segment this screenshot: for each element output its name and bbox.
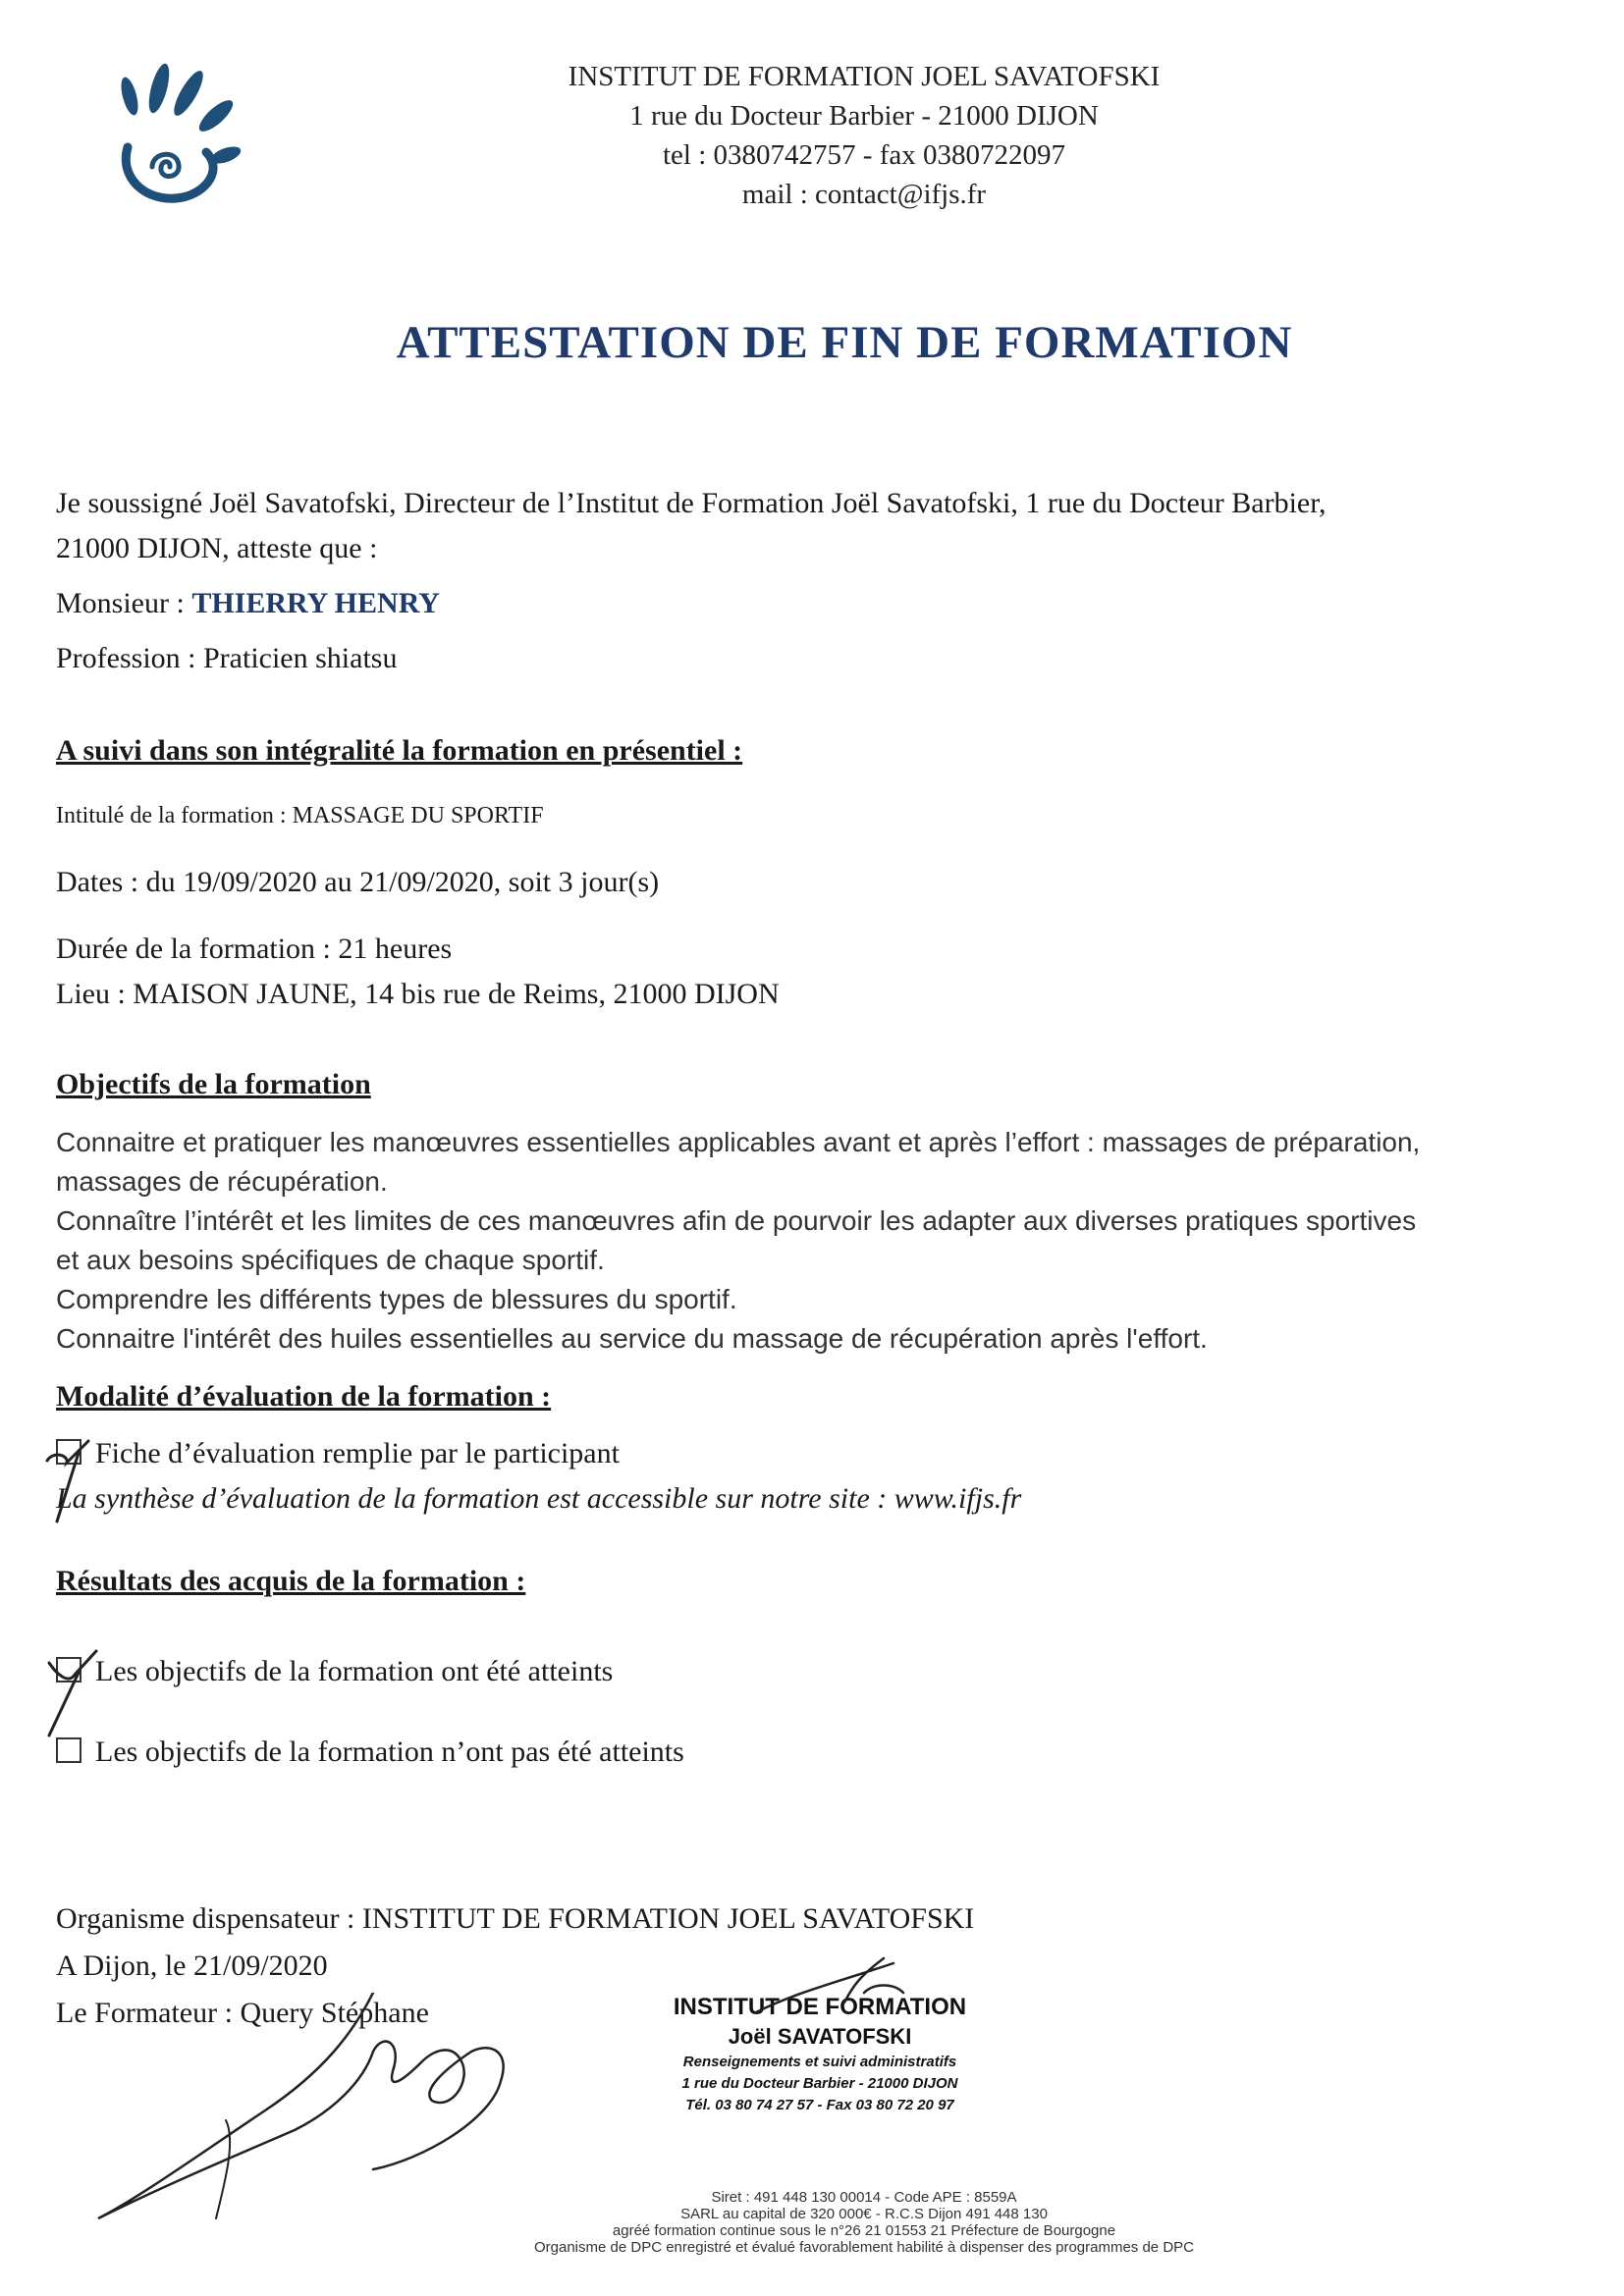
institute-header <box>412 57 1316 214</box>
footer-line: agréé formation continue sous le n°26 21 01553 21 Préfecture de Bourgogne <box>612 2222 1116 2239</box>
training-heading: A suivi dans son intégralité la formation en présentiel : <box>56 734 743 767</box>
stamp-line: Tél. 03 80 74 27 57 - Fax 03 80 72 20 97 <box>685 2097 954 2113</box>
intro-line: 21000 DIJON, atteste que : <box>56 532 378 564</box>
person-profession: Profession : Praticien shiatsu <box>56 642 398 674</box>
result-option-not-achieved <box>56 1735 684 1769</box>
handwritten-check-mark-icon <box>35 1645 114 1743</box>
trainer-line: Le Formateur : Query Stéphane <box>56 1997 429 2029</box>
footer-line: Siret : 491 448 130 00014 - Code APE : 8559A <box>711 2189 1017 2206</box>
intro-line: Je soussigné Joël Savatofski, Directeur de l’Institut de Formation Joël Savatofski, 1 rue du Docteur Barbier, <box>56 487 1326 519</box>
result-option-label: Les objectifs de la formation n’ont pas été atteints <box>95 1735 684 1768</box>
hand-spiral-logo-icon <box>98 59 255 216</box>
result-option-achieved <box>56 1655 613 1688</box>
evaluation-note: La synthèse d’évaluation de la formation est accessible sur notre site : www.ifjs.fr <box>56 1482 1022 1515</box>
handwritten-check-mark-icon <box>39 1433 108 1531</box>
objective-line: Connaître l’intérêt et les limites de ces manœuvres afin de pourvoir les adapter aux diverses pratiques sportives <box>56 1205 1417 1236</box>
objective-line: et aux besoins spécifiques de chaque sportif. <box>56 1245 605 1275</box>
evaluation-heading: Modalité d’évaluation de la formation : <box>56 1380 552 1413</box>
objective-line: Connaitre et pratiquer les manœuvres essentielles applicables avant et après l’effort : massages de préparation, <box>56 1127 1421 1157</box>
results-heading: Résultats des acquis de la formation : <box>56 1565 526 1597</box>
stamp-line: 1 rue du Docteur Barbier - 21000 DIJON <box>681 2075 958 2092</box>
person-name: THIERRY HENRY <box>191 587 440 619</box>
stamp-line: Renseignements et suivi administratifs <box>682 2054 957 2070</box>
person-label: Monsieur : <box>56 587 192 619</box>
stamp-line: INSTITUT DE FORMATION <box>673 1994 967 2020</box>
footer-line: SARL au capital de 320 000€ - R.C.S Dijon 491 448 130 <box>680 2206 1048 2222</box>
header-phone: tel : 0380742757 - fax 0380722097 <box>663 139 1065 171</box>
result-option-label: Les objectifs de la formation ont été atteints <box>95 1655 614 1687</box>
header-name: INSTITUT DE FORMATION JOEL SAVATOFSKI <box>568 61 1161 92</box>
evaluation-item <box>56 1437 620 1470</box>
intro-paragraph <box>56 481 1568 571</box>
training-duration: Durée de la formation : 21 heures <box>56 933 453 965</box>
stamp-line: Joël SAVATOFSKI <box>728 2024 912 2049</box>
training-title: Intitulé de la formation : MASSAGE DU SPORTIF <box>56 803 544 828</box>
header-email: mail : contact@ifjs.fr <box>741 179 987 210</box>
place-date-line: A Dijon, le 21/09/2020 <box>56 1949 328 1982</box>
objectives-list <box>56 1123 1420 1359</box>
objective-line: Connaitre l'intérêt des huiles essentielles au service du massage de récupération après l'effort. <box>56 1323 1208 1354</box>
footer-line: Organisme de DPC enregistré et évalué favorablement habilité à dispenser des programmes de DPC <box>533 2239 1194 2256</box>
stamp-signature-icon <box>746 1953 923 2022</box>
objective-line: massages de récupération. <box>56 1166 388 1197</box>
person-line <box>56 587 440 620</box>
header-address: 1 rue du Docteur Barbier - 21000 DIJON <box>629 100 1099 132</box>
training-dates: Dates : du 19/09/2020 au 21/09/2020, soit 3 jour(s) <box>56 866 660 898</box>
document-title: ATTESTATION DE FIN DE FORMATION <box>396 317 1293 368</box>
objectives-heading: Objectifs de la formation <box>56 1068 371 1100</box>
legal-footer <box>373 2189 1355 2256</box>
organisme-line: Organisme dispensateur : INSTITUT DE FORMATION JOEL SAVATOFSKI <box>56 1902 975 1935</box>
evaluation-item-label: Fiche d’évaluation remplie par le participant <box>95 1437 620 1469</box>
objective-line: Comprendre les différents types de blessures du sportif. <box>56 1284 737 1314</box>
training-place: Lieu : MAISON JAUNE, 14 bis rue de Reims, 21000 DIJON <box>56 978 780 1010</box>
